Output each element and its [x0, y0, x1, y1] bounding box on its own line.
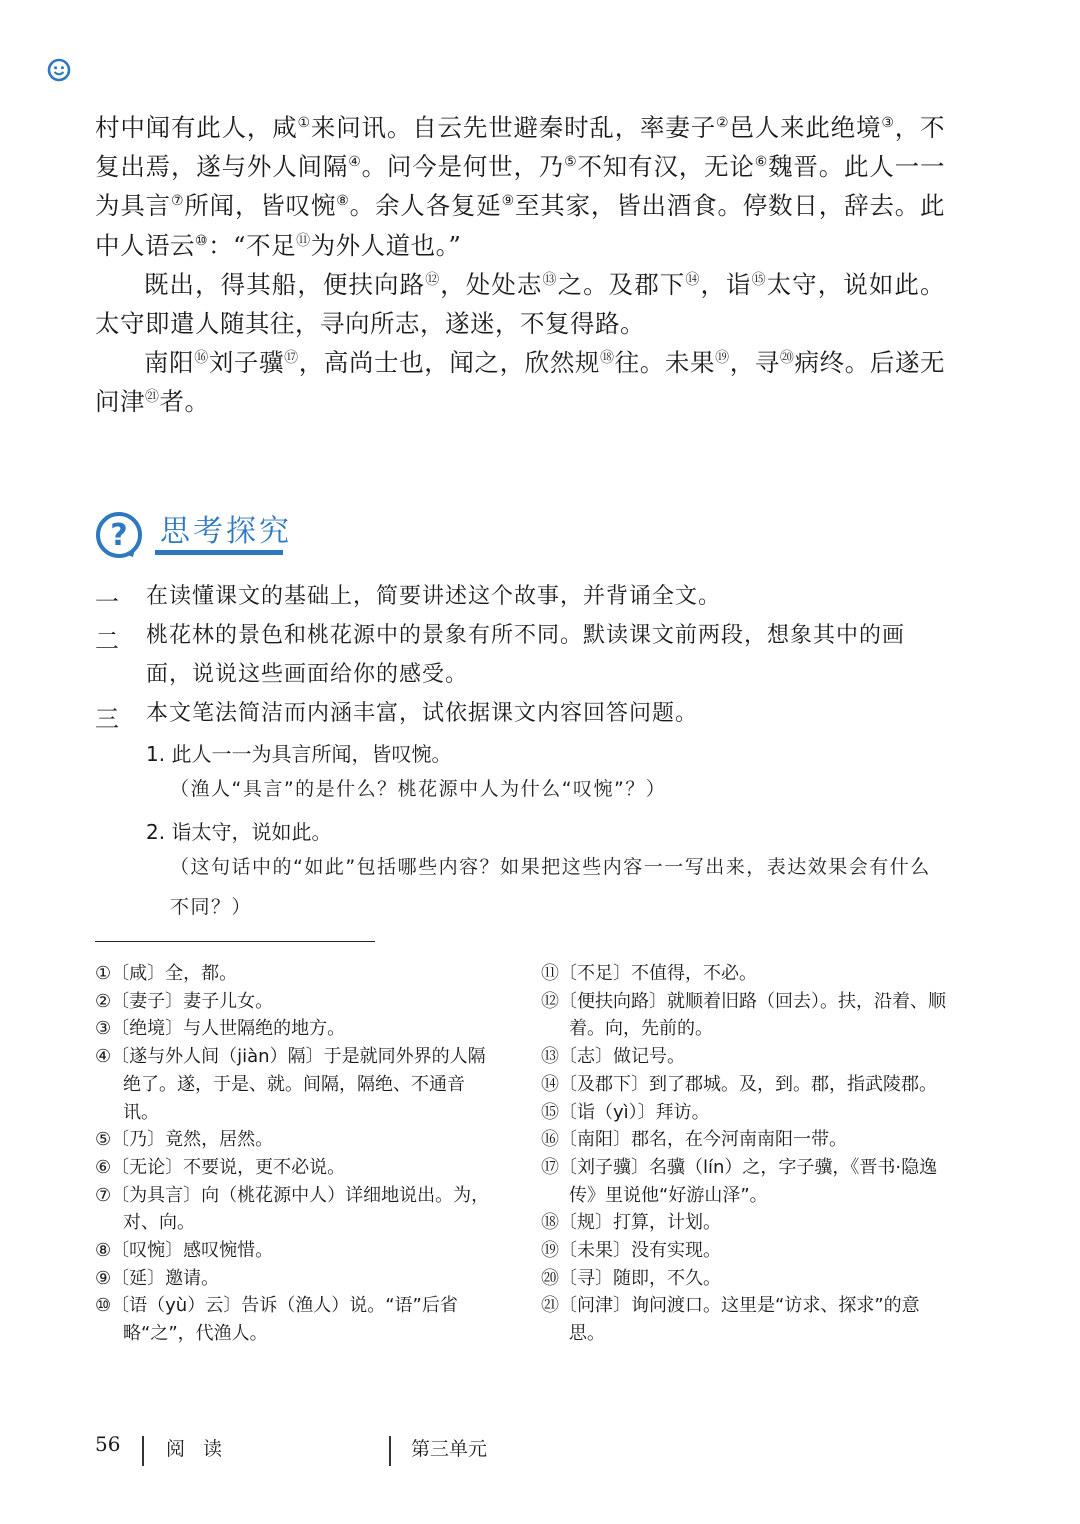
footnote: ①〔咸〕全，都。 — [95, 963, 238, 984]
footnote: ⑮〔诣（yì）〕拜访。 — [541, 1101, 710, 1123]
footnote: ⑧〔叹惋〕感叹惋惜。 — [95, 1240, 274, 1262]
footnote: ⑪〔不足〕不值得，不必。 — [541, 963, 757, 984]
footnote: ⑬〔志〕做记号。 — [541, 1046, 685, 1068]
footnote: ③〔绝境〕与人世隔绝的地方。 — [95, 1018, 346, 1040]
footnote: ⑲〔未果〕没有实现。 — [541, 1240, 721, 1262]
question-1-number: 一 — [95, 588, 119, 616]
paragraph-2: 既出，得其船，便扶向路⑫，处处志⑬之。及郡下⑭，诣⑮太守，说如此。太守即遣人随其往，寻向所志，遂迷，不复得路。 — [95, 269, 945, 339]
question-2-number: 二 — [95, 627, 119, 655]
footnote: ⑦〔为具言〕向（桃花源中人）详细地说出。为，对、向。 — [95, 1184, 490, 1234]
main-text — [95, 108, 945, 422]
question-2-text: 桃花林的景色和桃花源中的景象有所不同。默读课文前两段，想象其中的画面，说说这些画面给你的感受。 — [146, 623, 906, 687]
paragraph-3: 南阳⑯刘子骥⑰，高尚士也，闻之，欣然规⑱往。未果⑲，寻⑳病终。后遂无问津$^㉑$者。 — [95, 348, 946, 417]
sub-question-2-hint: （这句话中的“如此”包括哪些内容？如果把这些内容一一写出来，表达效果会有什么不同？） — [170, 856, 931, 918]
footer-divider — [389, 1436, 391, 1466]
page-number: 56 — [95, 1432, 121, 1456]
footnote: ④〔遂与外人间（jiàn）隔〕于是就同外界的人隔绝了。遂，于是、就。间隔，隔绝、不通音讯。 — [95, 1046, 486, 1123]
footnote: ⑩〔语（yù）云〕告诉（渔人）说。“语”后省略“之”，代渔人。 — [95, 1295, 458, 1345]
footnote: ⑳〔寻〕随即，不久。 — [541, 1267, 721, 1289]
footer-unit: 第三单元 — [411, 1438, 488, 1460]
footnote: ⑱〔规〕打算，计划。 — [541, 1212, 721, 1234]
question-icon — [95, 511, 143, 559]
footer-section: 阅 读 — [166, 1438, 229, 1460]
question-3-number: 三 — [95, 705, 119, 733]
svg-text:?: ? — [110, 518, 128, 553]
smiley-icon — [47, 58, 71, 82]
sub-question-1-hint: （渔人“具言”的是什么？桃花源中人为什么“叹惋”？） — [170, 778, 667, 800]
footnote: ⑯〔南阳〕郡名，在今河南南阳一带。 — [541, 1129, 847, 1151]
question-3-text: 本文笔法简洁而内涵丰富，试依据课文内容回答问题。 — [146, 701, 699, 726]
sub-question-2: 2. 诣太守，说如此。 — [146, 820, 332, 844]
footnote: ⑰〔刘子骥〕名骥（lín）之，字子骥，《晋书·隐逸传》里说他“好游山泽”。 — [541, 1156, 938, 1206]
footnote-divider — [95, 941, 375, 942]
footnote: ⑫〔便扶向路〕就顺着旧路（回去）。扶，沿着、顺着。向，先前的。 — [541, 990, 946, 1040]
title-underline — [155, 550, 283, 555]
footnotes-left — [95, 960, 500, 1348]
footer-divider — [142, 1436, 144, 1466]
footnote: ⑥〔无论〕不要说，更不必说。 — [95, 1156, 346, 1178]
paragraph-1: 村中闻有此人，咸①来问讯。自云先世避秦时乱，率妻子②邑人来此绝境③，不复出焉，遂与外人间隔④。问今是何世，乃⑤不知有汉，无论⑥魏晋。此人一一为具言⑦所闻，皆叹惋⑧。余人各复延⑨至其家，皆出酒食。停数日，辞去。此中人语云⑩：“不足⑪为外人道也。” — [95, 113, 946, 260]
footnotes-right — [541, 960, 946, 1348]
question-1-text: 在读懂课文的基础上，简要讲述这个故事，并背诵全文。 — [146, 584, 722, 609]
footnote: ⑤〔乃〕竟然，居然。 — [95, 1129, 274, 1151]
footnote: ㉑〔问津〕询问渡口。这里是“访求、探求”的意思。 — [541, 1295, 920, 1345]
sub-question-1: 1. 此人一一为具言所闻，皆叹惋。 — [146, 742, 452, 766]
section-title: 思考探究 — [160, 514, 292, 549]
footnote: ②〔妻子〕妻子儿女。 — [95, 990, 274, 1012]
footnote: ⑨〔延〕邀请。 — [95, 1267, 220, 1289]
footnote: ⑭〔及郡下〕到了郡城。及，到。郡，指武陵郡。 — [541, 1073, 937, 1095]
